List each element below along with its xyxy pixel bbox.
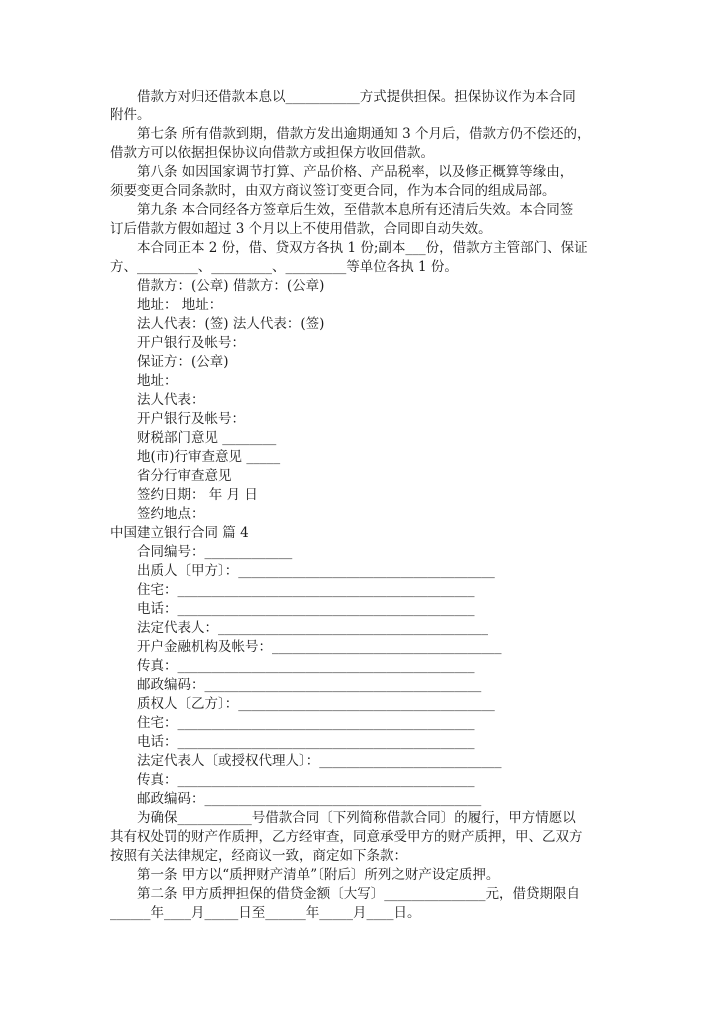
residence-field: 住宅：____________________________________________: [137, 582, 475, 598]
loan-period-line: ______年____月_____日至______年_____月____日。: [110, 905, 421, 921]
text-line: 借款方可以依据担保协议向借款方或担保方收回借款。: [110, 145, 434, 161]
fax-field: 传真：____________________________________________: [137, 658, 475, 674]
fax-field: 传真：____________________________________________: [137, 772, 475, 788]
signature-legal-rep: 法人代表：: [137, 392, 205, 408]
signature-bank-account: 开户银行及帐号：: [137, 411, 245, 427]
signature-legal-rep: 法人代表：(签) 法人代表：(签): [137, 316, 325, 332]
text-line: 其有权处罚的财产作质押，乙方经审查，同意承受甲方的财产质押，甲、乙双方: [110, 829, 583, 845]
signing-date: 签约日期： 年 月 日: [137, 487, 258, 503]
text-line: 借款方对归还借款本息以___________方式提供担保。担保协议作为本合同: [137, 89, 576, 105]
article-1: 第一条 甲方以“质押财产清单”〔附后〕所列之财产设定质押。: [137, 867, 500, 883]
phone-field: 电话：____________________________________________: [137, 601, 475, 617]
text-line: 为确保___________号借款合同〔下列简称借款合同〕的履行，甲方情愿以: [137, 810, 576, 826]
pledgee-field: 质权人〔乙方〕：______________________________________: [137, 696, 495, 712]
contract-number-field: 合同编号：_____________: [137, 544, 293, 560]
legal-rep-field: 法定代表人〔或授权代理人〕：___________________________: [137, 753, 502, 769]
article-7: 第七条 所有借款到期，借款方发出逾期通知 3 个月后，借款方仍不偿还的，: [137, 126, 591, 142]
bank-account-field: 开户金融机构及帐号：__________________________________: [137, 639, 502, 655]
signature-guarantor: 保证方：(公章): [137, 354, 229, 370]
text-line: 附件。: [110, 107, 151, 123]
text-line: 按照有关法律规定，经商议一致，商定如下条款：: [110, 848, 407, 864]
article-8: 第八条 如因国家调节打算、产品价格、产品税率，以及修正概算等缘由，: [137, 164, 574, 180]
legal-rep-field: 法定代表人：________________________________________: [137, 620, 488, 636]
signing-location: 签约地点：: [137, 506, 205, 522]
signature-address: 地址： 地址：: [137, 297, 223, 313]
phone-field: 电话：____________________________________________: [137, 734, 475, 750]
city-bank-review: 地(市)行审查意见 _____: [137, 449, 281, 465]
residence-field: 住宅：____________________________________________: [137, 715, 475, 731]
postcode-field: 邮政编码：_________________________________________: [137, 791, 482, 807]
pledgor-field: 出质人〔甲方〕：______________________________________: [137, 563, 495, 579]
section-heading: 中国建立银行合同 篇 4: [110, 525, 249, 541]
text-line: 本合同正本 2 份，借、贷双方各执 1 份;副本___份，借款方主管部门、保证: [137, 240, 588, 256]
signature-address: 地址：: [137, 373, 178, 389]
signature-borrower: 借款方：(公章) 借款方：(公章): [137, 278, 325, 294]
text-line: 订后借款方假如超过 3 个月以上不使用借款，合同即自动失效。: [110, 221, 492, 237]
text-line: 方、_________、_________、_________等单位各执 1 份。: [110, 259, 458, 275]
signature-bank-account: 开户银行及帐号：: [137, 335, 245, 351]
postcode-field: 邮政编码：_________________________________________: [137, 677, 482, 693]
article-9: 第九条 本合同经各方签章后生效，至借款本息所有还清后失效。本合同签: [137, 202, 574, 218]
tax-department-opinion: 财税部门意见 ________: [137, 430, 277, 446]
province-bank-review: 省分行审查意见: [137, 468, 232, 484]
article-2: 第二条 甲方质押担保的借贷金额〔大写〕_______________元，借贷期限自: [137, 886, 581, 902]
text-line: 须要变更合同条款时，由双方商议签订变更合同，作为本合同的组成局部。: [110, 183, 556, 199]
